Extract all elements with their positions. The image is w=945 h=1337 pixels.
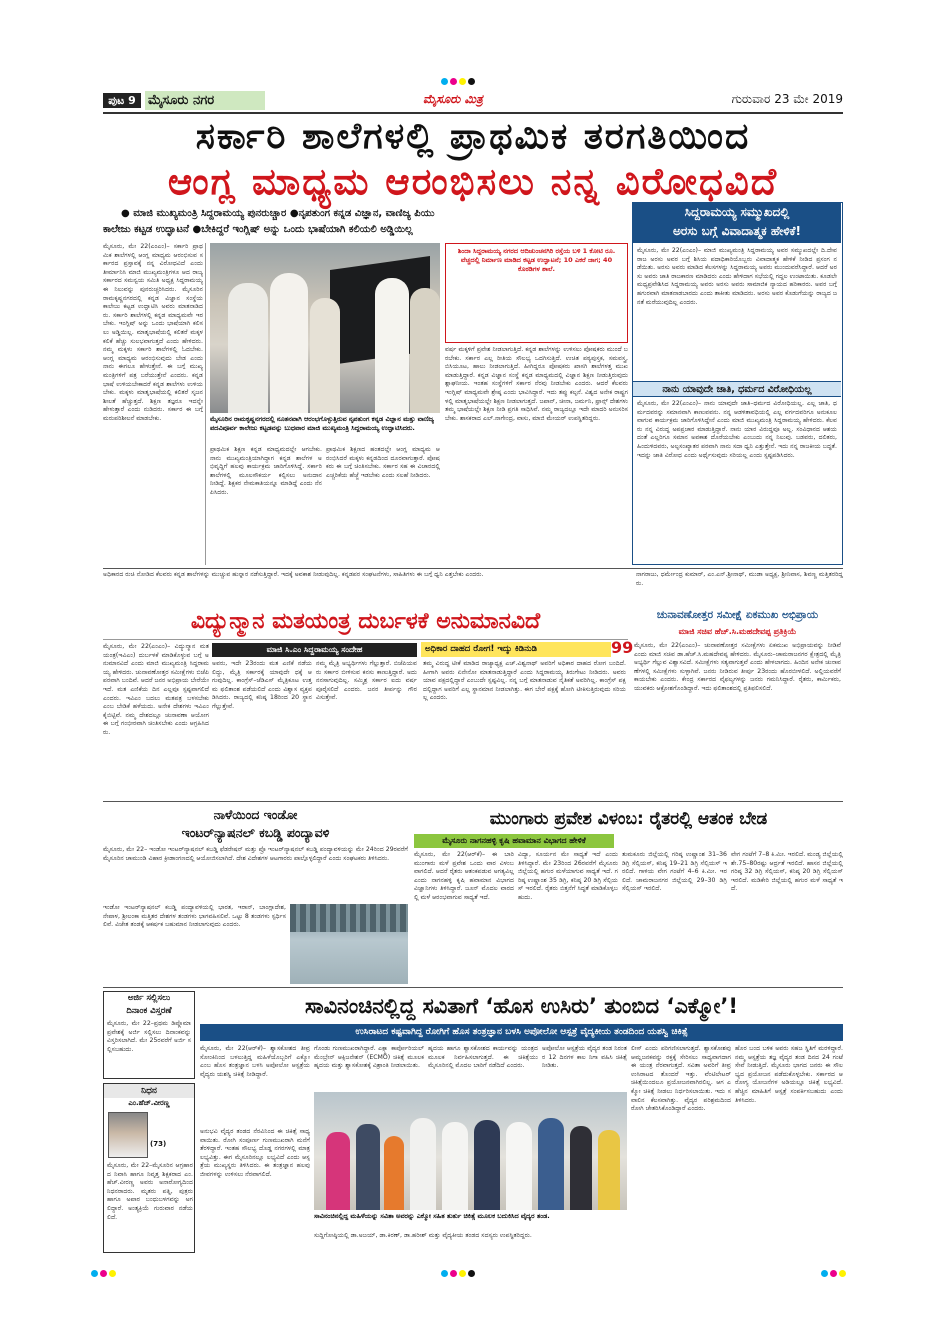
notice-title-2: ದಿನಾಂಕ ವಿಸ್ತರಣೆ	[126, 1006, 172, 1016]
ecmo-deck: ಉಸಿರಾಟದ ಕಷ್ಟವಾಗಿದ್ದ ರೋಗಿಗೆ ಹೊಸ ತಂತ್ರಜ್ಞಾನ ಬಳಸಿ ಅಪೋಲೋ ಆಸ್ಪತ್ರೆ ವೈದ್ಯಕೀಯ ತಂಡದಿಂದ ಯಶಸ್ವಿ ಚಿಕಿತ್ಸೆ	[200, 1024, 843, 1041]
quote-box-title: ಅಧಿಕಾರ ದಾಹದ ರೋಗ! ಇದ್ಕು ಕಿಡಿನುಡಿ	[421, 642, 611, 657]
monsoon-column-3: ತುಮಕೂರು ಜಿಲ್ಲೆಯಲ್ಲಿ ಗರಿಷ್ಠ ಉಷ್ಣಾಂಶ 31–36 ಡಿಗ್ರಿ ಸೆಲ್ಸಿಯಸ್, ಕನಿಷ್ಠ 19–21 ಡಿಗ್ರಿ ಸೆಲ್ಸಿಯಸ್ ಇರಲಿದೆ. ಗಾಳಿಯ ವೇಗ ಗಂಟೆಗೆ 4–6 ಕಿ.ಮೀ. ಇರಲಿದೆ. ಚಾಮರಾಜನಗರ ಜಿಲ್ಲೆಯಲ್ಲಿ 29–30 ಡಿಗ್ರಿ ಸೆಲ್ಸಿಯಸ್ ಇರಲಿದೆ.	[622, 851, 727, 893]
section-title: ಮೈಸೂರು ನಗರ	[145, 91, 265, 110]
issue-date: ಗುರುವಾರ 23 ಮೇ 2019	[731, 92, 843, 106]
black-dot	[468, 1270, 475, 1277]
person-shape	[356, 1124, 380, 1210]
person-shape	[384, 1136, 404, 1210]
masthead	[103, 88, 843, 112]
ecmo-column-3: ಹೃದಯ ಹಾಗೂ ಶ್ವಾಸಕೋಶದ ಕಾರ್ಯವನ್ನು ಯಂತ್ರದ ಮೂಲಕ ನಿರ್ವಹಿಸಲಾಗುತ್ತದೆ. ಈ ಚಿಕಿತ್ಸೆಯು ಮೈಸೂರಿನಲ್ಲಿ ಮೊದಲ ಬಾರಿಗೆ ನಡೆದಿದೆ ಎಂದರು.	[428, 1045, 538, 1070]
lead-deck-line-2: ಕಾಲೇಜು ಕಟ್ಟಡ ಉದ್ಘಾಟನೆ ●ಬೇಕಿದ್ದರೆ ಇಂಗ್ಲಿಷ್ ಅನ್ನು ಒಂದು ಭಾಷೆಯಾಗಿ ಕಲಿಯಲಿ ಅಡ್ಡಿಯಿಲ್ಲ	[103, 224, 413, 235]
yellow-dot	[839, 1270, 846, 1277]
section-rule	[103, 801, 843, 802]
print-color-dots-left	[90, 1262, 130, 1271]
notice-box	[103, 991, 195, 1079]
person-shape	[270, 273, 308, 413]
person-shape	[375, 278, 409, 413]
person-shape	[326, 1132, 350, 1210]
evm-column-3: ನಮ್ಮ ಮೈತ್ರಿ ಅಭ್ಯರ್ಥಿಗಳು ಗೆಲ್ಲುತ್ತಾರೆ. ಬಿಜೆಪಿಯವರು ಸರ್ಕಾರ ಬೀಳಿಸುವ ಕನಸು ಕಾಣುತ್ತಿದ್ದಾರೆ. ಅದು ನನಸಾಗುವುದಿಲ್ಲ. ಸಮ್ಮಿಶ್ರ ಸರ್ಕಾರ ಐದು ವರ್ಷ ಪೂರೈಸಲಿದೆ ಎಂದರು. ಜನರ ತೀರ್ಪನ್ನು ಗೌರವಿಸುತ್ತೇವೆ.	[316, 660, 417, 702]
evm-headline: ವಿದ್ಯುನ್ಮಾನ ಮತಯಂತ್ರ ದುರ್ಬಳಕೆ ಅನುಮಾನವಿದೆ	[190, 609, 541, 634]
monsoon-column-1: ಮೈಸೂರು, ಮೇ 22(ಆರ್‌ಕೆ)– ಈ ಬಾರಿ ಮುಂಗಾರು ಮಳೆ ಪ್ರವೇಶ ಒಂದು ವಾರ ವಿಳಂಬವಾಗಲಿದೆ. ಆದರೆ ರೈತರು ಆತಂಕಪಡುವ ಅಗತ್ಯವಿಲ್ಲ ಎಂದು ನಾಗನಹಳ್ಳಿ ಕೃಷಿ ಹವಾಮಾನ ವಿಭಾಗದ ವಿಜ್ಞಾನಿಗಳು ತಿಳಿಸಿದ್ದಾರೆ. ಜೂನ್ ಮೊದಲ ವಾರದಲ್ಲಿ ಮಳೆ ಆರಂಭವಾಗುವ ಸಾಧ್ಯತೆ ಇದೆ.	[414, 851, 514, 901]
yellow-dot	[459, 1270, 466, 1277]
ecmo-photo-caption: ಸಾವಿನಂಚಿನಲ್ಲಿದ್ದ ಮಹಿಳೆಯನ್ನು ಸವಿತಾ ಅವರನ್ನು ಎಕ್ಮೋ ಸಹಿತ ತುರ್ತು ಚಿಕಿತ್ಸೆ ಮೂಲಕ ಬದುಕಿಸಿದ ವೈದ್ಯರ ತಂಡ.	[314, 1212, 550, 1220]
person-shape	[598, 1130, 620, 1210]
cyan-dot	[441, 78, 448, 85]
kabaddi-headline-1: ನಾಳೆಯಿಂದ ಇಂಡೋ	[213, 807, 298, 822]
notice-title-1: ಅರ್ಜಿ ಸಲ್ಲಿಸಲು	[127, 993, 171, 1003]
lead-deck-line-1: ● ಮಾಜಿ ಮುಖ್ಯಮಂತ್ರಿ ಸಿದ್ದರಾಮಯ್ಯ ಪುನರುಚ್ಚಾರ ●ನೃಪತುಂಗ ಕನ್ನಡ ವಿಜ್ಞಾನ, ವಾಣಿಜ್ಯ ಪಿಯು	[121, 208, 435, 219]
kabaddi-headline-2: ಇಂಟರ್‌ನ್ಯಾಷನಲ್ ಕಬಡ್ಡಿ ಪಂದ್ಯಾವಳಿ	[181, 825, 330, 840]
obituary-box	[103, 1083, 195, 1253]
sidebar-arasu-body: ಮೈಸೂರು, ಮೇ 22(ಎಂಎಂ)– ಮಾಜಿ ಮುಖ್ಯಮಂತ್ರಿ ಸಿದ್ದರಾಮಯ್ಯ ಅವರ ಸಮ್ಮುಖದಲ್ಲೇ ದಿ.ದೇವರಾಜ ಅರಸು ಅವರ ಬಗ್ಗೆ ಶಿಸಿಯ ಪದಾಧಿಕಾರಿಯೊಬ್ಬರು ವಿವಾದಾತ್ಮಕ ಹೇಳಿಕೆ ನೀಡಿದ ಪ್ರಸಂಗ ನಡೆಯಿತು. ಅರಸು ಅವರು ಮಾಡಿದ ಕೆಲಸಗಳನ್ನು ಸಿದ್ದರಾಮಯ್ಯ ಅವರು ಮುಂದುವರೆಸಿದ್ದಾರೆ. ಆದರೆ ಅರಸು ಅವರು ಜಾತಿ ರಾಜಕಾರಣ ಮಾಡಿದರು ಎಂದು ಹೇಳಿದಾಗ ಸಭೆಯಲ್ಲಿ ಗದ್ದಲ ಉಂಟಾಯಿತು. ಕೂಡಲೇ ಮಧ್ಯಪ್ರವೇಶಿಸಿದ ಸಿದ್ದರಾಮಯ್ಯ ಅವರು ಅರಸು ಅವರು ಸಾಮಾಜಿಕ ನ್ಯಾಯದ ಹರಿಕಾರರು. ಅವರ ಬಗ್ಗೆ ಹಗುರವಾಗಿ ಮಾತನಾಡಬಾರದು ಎಂದು ತಾಕೀತು ಮಾಡಿದರು. ಅರಸು ಅವರ ಕೊಡುಗೆಯನ್ನು ರಾಜ್ಯದ ಜನತೆ ಮರೆಯುವುದಿಲ್ಲ ಎಂದರು.	[637, 247, 837, 306]
lead-headline-2: ಆಂಗ್ಲ ಮಾಧ್ಯಮ ಆರಂಭಿಸಲು ನನ್ನ ವಿರೋಧವಿದೆ	[167, 160, 779, 203]
magenta-dot	[100, 1270, 107, 1277]
cyan-dot	[441, 1270, 448, 1277]
person-shape	[538, 1118, 564, 1210]
magenta-dot	[830, 1270, 837, 1277]
paper-name: ಮೈಸೂರು ಮಿತ್ರ	[423, 92, 483, 106]
print-color-dots-top	[440, 70, 520, 79]
ecmo-headline: ಸಾವಿನಂಚಿನಲ್ಲಿದ್ದ ಸವಿತಾಗೆ ‘ಹೊಸ ಉಸಿರು’ ತುಂಬಿದ ‘ಎಕ್ಮೋ’!	[305, 994, 738, 1018]
sidebar-arasu-subhead: ನಾನು ಯಾವುದೇ ಜಾತಿ, ಧರ್ಮದ ವಿರೋಧಿಯಲ್ಲ	[633, 381, 841, 397]
yellow-dot	[109, 1270, 116, 1277]
continuation-strip-2: ನಾಗರಾಜು, ಧರ್ಮೇಂದ್ರ ಕುಮಾರ್, ಎಂ.ಎನ್.ಶ್ರೀನಾಥ್, ಮುಡಾ ಅಧ್ಯಕ್ಷ, ಶ್ರೀನಿವಾಸ, ಶಿವಣ್ಣ ಮತ್ತಿತರರಿದ್ದರು.	[636, 571, 843, 587]
quote-box-body: ತಮ್ಮ ವಿರುದ್ಧ ಟೀಕೆ ಮಾಡಿದ ರಾಜ್ಯಾಧ್ಯಕ್ಷ ಎಚ್.ವಿಶ್ವನಾಥ್ ಅವರಿಗೆ ಅಧಿಕಾರ ದಾಹದ ರೋಗ ಬಂದಿದೆ. ಹೀಗಾಗಿ ಅವರು ಏನೇನೋ ಮಾತನಾಡುತ್ತಿದ್ದಾರೆ ಎಂದು ಸಿದ್ದರಾಮಯ್ಯ ತಿರುಗೇಟು ನೀಡಿದರು. ಅವರು ಯಾವ ಪಕ್ಷದಲ್ಲಿದ್ದಾರೆ ಎಂಬುದೇ ಸ್ಪಷ್ಟವಿಲ್ಲ. ನನ್ನ ಬಗ್ಗೆ ಮಾತನಾಡುವ ನೈತಿಕತೆ ಅವರಿಗಿಲ್ಲ. ಕಾಂಗ್ರೆಸ್ ಪಕ್ಷದಲ್ಲಿದ್ದಾಗ ಅವರಿಗೆ ಎಲ್ಲ ಸ್ಥಾನಮಾನ ನೀಡಲಾಗಿತ್ತು. ಈಗ ಬೇರೆ ಪಕ್ಷಕ್ಕೆ ಹೋಗಿ ಟೀಕಿಸುತ್ತಿರುವುದು ಸರಿಯಲ್ಲ ಎಂದರು.	[423, 660, 626, 702]
col-rule	[205, 243, 206, 565]
black-dot	[468, 78, 475, 85]
ecmo-column-4: ಅಪೋಲೋ ಆಸ್ಪತ್ರೆಯ ವೈದ್ಯರ ತಂಡ ನಿರಂತರ 12 ದಿನಗಳ ಕಾಲ ನಿಗಾ ವಹಿಸಿ ಚಿಕಿತ್ಸೆ ನೀಡಿತು.	[542, 1045, 627, 1070]
section-rule	[103, 987, 843, 988]
section-rule	[103, 568, 843, 569]
person-shape	[310, 298, 340, 413]
yellow-dot	[459, 78, 466, 85]
lead-photo-caption: ಮೈಸೂರಿನ ರಾಮಕೃಷ್ಣನಗರದಲ್ಲಿ ನೂತನವಾಗಿ ಆರಂಭಗೊಳ್ಳುತ್ತಿರುವ ನೃಪತುಂಗ ಕನ್ನಡ ವಿಜ್ಞಾನ ಮತ್ತು ವಾಣಿಜ್ಯ ಪದವಿಪೂರ್ವ ಕಾಲೇಜು ಕಟ್ಟಡವನ್ನು ಬುಧವಾರ ಮಾಜಿ ಮುಖ್ಯಮಂತ್ರಿ ಸಿದ್ದರಾಮಯ್ಯ ಉದ್ಘಾಟಿಸಿದರು.	[210, 415, 434, 432]
roof-shape	[290, 904, 408, 932]
page-number-badge: ಪುಟ 9	[103, 93, 141, 108]
obituary-name: ಎಂ.ಹೆಚ್.ವೀರಣ್ಣ	[128, 1099, 170, 1107]
ecmo-column-8: ಹೊರ ಬಂದ ಬಳಿಕ ಅವರು ಸಹಜ ಸ್ಥಿತಿಗೆ ಮರಳಿದ್ದಾರೆ. ನಮ್ಮ ಆಸ್ಪತ್ರೆಯ ತಜ್ಞ ವೈದ್ಯರ ತಂಡ ದಿನದ 24 ಗಂಟೆ ಸೇವೆ ನೀಡುತ್ತಿದೆ. ಮೈಸೂರು ಭಾಗದ ಜನರು ಈ ಸೌಲಭ್ಯದ ಪ್ರಯೋಜನ ಪಡೆದುಕೊಳ್ಳಬೇಕು. ಸರ್ಕಾರದ ಆರೋಗ್ಯ ಯೋಜನೆಗಳ ಅಡಿಯಲ್ಲೂ ಚಿಕಿತ್ಸೆ ಲಭ್ಯವಿದೆ. ಹೆಚ್ಚಿನ ಮಾಹಿತಿಗೆ ಆಸ್ಪತ್ರೆ ಸಂಪರ್ಕಿಸಬಹುದು ಎಂದು ತಿಳಿಸಿದರು.	[735, 1045, 843, 1104]
quote-box	[421, 638, 634, 798]
lead-column-3: ಪ್ರಾಥಮಿಕ ಶಿಕ್ಷಣದ ಹಂತದಲ್ಲೇ ಆಂಗ್ಲ ಮಾಧ್ಯಮ ಆರಂಭಿಸಿದರೆ ಮಕ್ಕಳು ಕನ್ನಡದಿಂದ ದೂರವಾಗುತ್ತಾರೆ. ಪೋಷಕರು ಈ ಬಗ್ಗೆ ಚಿಂತಿಸಬೇಕು. ಸರ್ಕಾರ ಸಹ ಈ ವಿಚಾರದಲ್ಲಿ ಎಚ್ಚರಿಕೆಯ ಹೆಜ್ಜೆ ಇಡಬೇಕು ಎಂದು ಸಲಹೆ ನೀಡಿದರು.	[326, 446, 440, 479]
sidebar-arasu-title-2: ಅರಸು ಬಗ್ಗೆ ವಿವಾದಾತ್ಮಕ ಹೇಳಿಕೆ!	[673, 224, 801, 238]
lead-photo	[210, 243, 440, 413]
person-shape	[410, 288, 440, 413]
evm-column-2: ಅವರು, ಇದೇ 23ರಂದು ಮತ ಎಣಿಕೆ ನಡೆಯಲಿದ್ದು, ಮೈತ್ರಿ ಸರ್ಕಾರಕ್ಕೆ ಯಾವುದೇ ಧಕ್ಕೆ ಆಗುವುದಿಲ್ಲ. ಕಾಂಗ್ರೆಸ್–ಜೆಡಿಎಸ್ ಮೈತ್ರಿಕೂಟ ಉತ್ತಮ ಫಲಿತಾಂಶ ಪಡೆಯಲಿದೆ ಎಂದು ವಿಶ್ವಾಸ ವ್ಯಕ್ತಪಡಿಸಿದರು. ರಾಜ್ಯದಲ್ಲಿ ಕನಿಷ್ಠ 18ರಿಂದ 20 ಸ್ಥಾನ ಗೆಲ್ಲುತ್ತೇವೆ.	[212, 660, 312, 710]
person-shape	[474, 1120, 500, 1210]
sidebar-arasu-body-2: ಮೈಸೂರು, ಮೇ 22(ಎಂಎಂ)– ನಾನು ಯಾವುದೇ ಜಾತಿ–ಧರ್ಮದ ವಿರೋಧಿಯಲ್ಲ. ಎಲ್ಲ ಜಾತಿ, ಧರ್ಮದವರನ್ನು ಸಮಾನವಾಗಿ ಕಾಣುವವನು. ನನ್ನ ಆಡಳಿತಾವಧಿಯಲ್ಲಿ ಎಲ್ಲ ವರ್ಗದವರಿಗೂ ಅನುಕೂಲವಾಗುವ ಕಾರ್ಯಕ್ರಮ ಜಾರಿಗೊಳಿಸಿದ್ದೇನೆ ಎಂದು ಮಾಜಿ ಮುಖ್ಯಮಂತ್ರಿ ಸಿದ್ದರಾಮಯ್ಯ ಹೇಳಿದರು. ಕೆಲವರು ನನ್ನ ವಿರುದ್ಧ ಅಪಪ್ರಚಾರ ಮಾಡುತ್ತಿದ್ದಾರೆ. ನಾನು ಯಾರ ವಿರುದ್ಧವೂ ಅಲ್ಲ. ಸಂವಿಧಾನದ ಆಶಯದಂತೆ ಎಲ್ಲರಿಗೂ ಸಮಾನ ಅವಕಾಶ ದೊರೆಯಬೇಕು ಎಂಬುದು ನನ್ನ ನಿಲುವು. ಬಡವರು, ದಲಿತರು, ಹಿಂದುಳಿದವರು, ಅಲ್ಪಸಂಖ್ಯಾತರ ಪರವಾಗಿ ನಾನು ಸದಾ ಧ್ವನಿ ಎತ್ತುತ್ತೇನೆ. ಇದು ನನ್ನ ರಾಜಕೀಯ ಬದ್ಧತೆ. ಇದನ್ನು ಜಾತಿ ವಿರೋಧ ಎಂದು ಅರ್ಥೈಸುವುದು ಸರಿಯಲ್ಲ ಎಂದು ಸ್ಪಷ್ಟಪಡಿಸಿದರು.	[637, 400, 837, 459]
lead-column-4: ವರ್ಷ ಮಕ್ಕಳಿಗೆ ಪ್ರವೇಶ ನೀಡಲಾಗುತ್ತಿದೆ. ಕನ್ನಡ ಶಾಲೆಗಳನ್ನು ಉಳಿಸಲು ಪೋಷಕರು ಮುಂದೆ ಬರಬೇಕು. ಸರ್ಕಾರ ಎಲ್ಲ ರೀತಿಯ ಸೌಲಭ್ಯ ಒದಗಿಸುತ್ತಿದೆ. ಉಚಿತ ಪಠ್ಯಪುಸ್ತಕ, ಸಮವಸ್ತ್ರ, ಬಿಸಿಯೂಟ, ಹಾಲು ನೀಡಲಾಗುತ್ತಿದೆ. ಹೀಗಿದ್ದರೂ ಪೋಷಕರು ಖಾಸಗಿ ಶಾಲೆಗಳತ್ತ ಮುಖ ಮಾಡುತ್ತಿದ್ದಾರೆ. ಕನ್ನಡ ವಿಜ್ಞಾನ ಸಂಸ್ಥೆ ಕನ್ನಡ ಮಾಧ್ಯಮದಲ್ಲಿ ವಿಜ್ಞಾನ ಶಿಕ್ಷಣ ನೀಡುತ್ತಿರುವುದು ಶ್ಲಾಘನೀಯ. ಇಂತಹ ಸಂಸ್ಥೆಗಳಿಗೆ ಸರ್ಕಾರ ನೆರವು ನೀಡಬೇಕು ಎಂದರು. ಆದರೆ ಕೆಲವರು ಇಂಗ್ಲಿಷ್ ಮಾಧ್ಯಮವೇ ಶ್ರೇಷ್ಠ ಎಂದು ಭಾವಿಸಿದ್ದಾರೆ. ಇದು ತಪ್ಪು ಕಲ್ಪನೆ. ವಿಶ್ವದ ಅನೇಕ ರಾಷ್ಟ್ರಗಳಲ್ಲಿ ಮಾತೃಭಾಷೆಯಲ್ಲೇ ಶಿಕ್ಷಣ ನೀಡಲಾಗುತ್ತದೆ. ಜಪಾನ್, ಚೀನಾ, ಜರ್ಮನಿ, ಫ್ರಾನ್ಸ್ ದೇಶಗಳು ತಮ್ಮ ಭಾಷೆಯಲ್ಲೇ ಶಿಕ್ಷಣ ನೀಡಿ ಪ್ರಗತಿ ಸಾಧಿಸಿವೆ. ನಮ್ಮ ರಾಜ್ಯದಲ್ಲೂ ಇದೇ ಮಾದರಿ ಅನುಸರಿಸಬೇಕು. ಶಾಸಕರಾದ ಎಲ್.ನಾಗೇಂದ್ರ, ವಾಸು, ಮಾಜಿ ಮೇಯರ್ ಉಪಸ್ಥಿತರಿದ್ದರು.	[445, 346, 628, 422]
ecmo-column-6: ಸುದ್ದಿಗೋಷ್ಠಿಯಲ್ಲಿ ಡಾ.ಅಜಯ್, ಡಾ.ಕಿರಣ್, ಡಾ.ಹರೀಶ್ ಮತ್ತು ವೈದ್ಯಕೀಯ ತಂಡದ ಸದಸ್ಯರು ಉಪಸ್ಥಿತರಿದ್ದರು.	[314, 1232, 532, 1239]
obituary-portrait	[108, 1112, 148, 1158]
rain-photo	[290, 904, 408, 984]
ecmo-column-7: ಲೀಸ್ ಎಂದು ಪರಿಗಣಿಸಲಾಗುತ್ತದೆ. ಶ್ವಾಸಕೋಶವು ಆಮ್ಲಜನಕವನ್ನು ರಕ್ತಕ್ಕೆ ಸೇರಿಸಲು ಸಾಧ್ಯವಾಗದಾಗ ಈ ಯಂತ್ರ ನೆರವಾಗುತ್ತದೆ. ಸವಿತಾ ಅವರಿಗೆ ತೀವ್ರ ಉಸಿರಾಟದ ತೊಂದರೆ ಇತ್ತು. ವೆಂಟಿಲೇಟರ್ ಚಿಕಿತ್ಸೆಯಿಂದಲೂ ಪ್ರಯೋಜನವಾಗಿರಲಿಲ್ಲ. ಆಗ ಎಕ್ಮೋ ಚಿಕಿತ್ಸೆ ನೀಡಲು ನಿರ್ಧರಿಸಲಾಯಿತು. ಇದು ಸವಾಲಿನ ಕೆಲಸವಾಗಿತ್ತು. ವೈದ್ಯರ ಪರಿಶ್ರಮದಿಂದ ರೋಗಿ ಚೇತರಿಸಿಕೊಂಡಿದ್ದಾರೆ ಎಂದರು.	[631, 1045, 731, 1113]
person-shape	[410, 1118, 436, 1210]
cyan-dot	[91, 1270, 98, 1277]
person-shape	[506, 1122, 532, 1210]
person-shape	[228, 283, 268, 413]
exitpoll-kicker: ಮಾಜಿ ಸಚಿವ ಹೆಚ್.ಸಿ.ಮಹದೇವಪ್ಪ ಪ್ರತಿಕ್ರಿಯೆ	[678, 627, 797, 636]
kabaddi-body-2: ಇಂಡೋ ಇಂಟರ್‌ನ್ಯಾಷನಲ್ ಕಬಡ್ಡಿ ಪಂದ್ಯಾವಳಿಯಲ್ಲಿ ಭಾರತ, ಇರಾನ್, ಬಾಂಗ್ಲಾದೇಶ, ನೇಪಾಳ, ಶ್ರೀಲಂಕಾ ಮತ್ತಿತರ ದೇಶಗಳ ತಂಡಗಳು ಭಾಗವಹಿಸಲಿವೆ. ಒಟ್ಟು 8 ತಂಡಗಳು ಸ್ಪರ್ಧಿಸಲಿವೆ. ವಿಜೇತ ತಂಡಕ್ಕೆ ಆಕರ್ಷಕ ಬಹುಮಾನ ನೀಡಲಾಗುವುದು ಎಂದರು.	[103, 904, 286, 929]
magenta-dot	[450, 1270, 457, 1277]
sidebar-arasu-title-1: ಸಿದ್ದರಾಮಯ್ಯ ಸಮ್ಮುಖದಲ್ಲಿ	[684, 205, 790, 219]
monsoon-column-2: ವಿದ್ಯಾ, ಸೂರ್ಯನ ಮೇ ಸಾಧ್ಯತೆ ಇದೆ ಎಂದು ತಿಳಿಸಿದ್ದಾರೆ. ಮೇ 23ರಿಂದ 26ರವರೆಗೆ ಮೈಸೂರು ಜಿಲ್ಲೆಯಲ್ಲಿ ಹಗುರ ಮಳೆಯಾಗುವ ಸಾಧ್ಯತೆ ಇದೆ. ಗರಿಷ್ಠ ಉಷ್ಣಾಂಶ 35 ಡಿಗ್ರಿ, ಕನಿಷ್ಠ 20 ಡಿಗ್ರಿ ಸೆಲ್ಸಿಯಸ್ ಇರಲಿದೆ. ರೈತರು ಬಿತ್ತನೆಗೆ ಸಿದ್ಧತೆ ಮಾಡಿಕೊಳ್ಳಬಹುದು.	[518, 851, 618, 901]
kabaddi-body: ಮೈಸೂರು, ಮೇ 22– ಇಂಡೋ ಇಂಟರ್‌ನ್ಯಾಷನಲ್ ಕಬಡ್ಡಿ ಫೆಡರೇಷನ್ ಮತ್ತು ಪ್ರೊ ಇಂಟರ್‌ನ್ಯಾಷನಲ್ ಕಬಡ್ಡಿ ಪಂದ್ಯಾವಳಿಯನ್ನು ಮೇ 24ರಿಂದ 29ರವರೆಗೆ ಮೈಸೂರಿನ ಚಾಮುಂಡಿ ವಿಹಾರ ಕ್ರೀಡಾಂಗಣದಲ್ಲಿ ಆಯೋಜಿಸಲಾಗಿದೆ. ದೇಶ ವಿದೇಶಗಳ ಆಟಗಾರರು ಪಾಲ್ಗೊಳ್ಳಲಿದ್ದಾರೆ ಎಂದು ಸಂಘಟಕರು ತಿಳಿಸಿದರು.	[103, 846, 408, 862]
obituary-body: ಮೈಸೂರು, ಮೇ 22–ಮೈಸೂರಿನ ಆಗ್ರಹಾರದ ನಿವಾಸಿ ಹಾಗೂ ನಿವೃತ್ತ ಶಿಕ್ಷಕರಾದ ಎಂ.ಹೆಚ್.ವೀರಣ್ಣ ಅವರು ಅನಾರೋಗ್ಯದಿಂದ ನಿಧನರಾದರು. ಮೃತರು ಪತ್ನಿ, ಪುತ್ರರು ಹಾಗೂ ಅಪಾರ ಬಂಧುಬಳಗವನ್ನು ಅಗಲಿದ್ದಾರೆ. ಅಂತ್ಯಕ್ರಿಯೆ ಗುರುವಾರ ನಡೆಯಲಿದೆ.	[107, 1162, 193, 1221]
person-shape	[570, 1126, 592, 1210]
print-color-dots-right	[820, 1262, 860, 1271]
masthead-rule	[103, 112, 843, 114]
lead-headline-1: ಸರ್ಕಾರಿ ಶಾಲೆಗಳಲ್ಲಿ ಪ್ರಾಥಮಿಕ ತರಗತಿಯಿಂದ	[195, 116, 751, 157]
exitpoll-box	[632, 606, 843, 798]
lead-pullquote-box	[445, 243, 628, 343]
obituary-title: ನಿಧನ	[104, 1084, 194, 1098]
evm-column-1: ಮೈಸೂರು, ಮೇ 22(ಎಂಎಂ)– ವಿದ್ಯುನ್ಮಾನ ಮತಯಂತ್ರ(ಇವಿಎಂ) ದುರ್ಬಳಕೆ ಮಾಡಿಕೊಳ್ಳುವ ಬಗ್ಗೆ ಅನುಮಾನವಿದೆ ಎಂದು ಮಾಜಿ ಮುಖ್ಯಮಂತ್ರಿ ಸಿದ್ದರಾಮಯ್ಯ ಹೇಳಿದರು. ಚುನಾವಣೋತ್ತರ ಸಮೀಕ್ಷೆಗಳು ಬಿಜೆಪಿ ಪರವಾಗಿ ಬಂದಿವೆ. ಆದರೆ ಜನರ ಅಭಿಪ್ರಾಯ ಬೇರೆಯೇ ಇದೆ. ಮತ ಎಣಿಕೆಯ ದಿನ ಎಲ್ಲವೂ ಸ್ಪಷ್ಟವಾಗಲಿದೆ ಎಂದರು. ಇವಿಎಂ ಬದಲು ಮತಪತ್ರ ಬಳಸಬೇಕು ಎಂಬ ಬೇಡಿಕೆ ಹಳೆಯದು. ಅನೇಕ ದೇಶಗಳು ಇವಿಎಂ ಕೈಬಿಟ್ಟಿವೆ. ನಮ್ಮ ದೇಶದಲ್ಲೂ ಚುನಾವಣಾ ಆಯೋಗ ಈ ಬಗ್ಗೆ ಗಂಭೀರವಾಗಿ ಚಿಂತಿಸಬೇಕು ಎಂದು ಆಗ್ರಹಿಸಿದರು.	[103, 643, 209, 736]
notice-body: ಮೈಸೂರು, ಮೇ 22–ಪ್ರಥಮ ಡಿಪ್ಲೊಮಾ ಪ್ರವೇಶಕ್ಕೆ ಅರ್ಜಿ ಸಲ್ಲಿಸಲು ದಿನಾಂಕವನ್ನು ವಿಸ್ತರಿಸಲಾಗಿದೆ. ಮೇ 25ರವರೆಗೆ ಅರ್ಜಿ ಸಲ್ಲಿಸಬಹುದು.	[107, 1020, 191, 1053]
exitpoll-headline: ಚುನಾವಣೋತ್ತರ ಸಮೀಕ್ಷೆ ಏಕಮುಖ ಅಭಿಪ್ರಾಯ	[656, 609, 819, 621]
print-color-dots-bottom	[440, 1262, 520, 1271]
lead-deck	[103, 206, 628, 240]
monsoon-column-4: ವೇಗ ಗಂಟೆಗೆ 7–8 ಕಿ.ಮೀ. ಇರಲಿದೆ. ಮಂಡ್ಯ ಜಿಲ್ಲೆಯಲ್ಲಿ ಶೇ.75–80ರಷ್ಟು ಆರ್ದ್ರತೆ ಇರಲಿದೆ. ಹಾಸನ ಜಿಲ್ಲೆಯಲ್ಲಿ ಗರಿಷ್ಠ 32 ಡಿಗ್ರಿ ಸೆಲ್ಸಿಯಸ್, ಕನಿಷ್ಠ 20 ಡಿಗ್ರಿ ಸೆಲ್ಸಿಯಸ್ ಇರಲಿದೆ. ಮಡಿಕೇರಿ ಜಿಲ್ಲೆಯಲ್ಲಿ ಹಗುರ ಮಳೆ ಸಾಧ್ಯತೆ ಇದೆ.	[731, 851, 843, 893]
lead-column-2: ಪ್ರಾಥಮಿಕ ಶಿಕ್ಷಣ ಕನ್ನಡ ಮಾಧ್ಯಮದಲ್ಲೇ ಆಗಬೇಕು. ನಾನು ಮುಖ್ಯಮಂತ್ರಿಯಾಗಿದ್ದಾಗ ಕನ್ನಡ ಶಾಲೆಗಳ ಅಭಿವೃದ್ಧಿಗೆ ಹಲವು ಕಾರ್ಯಕ್ರಮ ಜಾರಿಗೊಳಿಸಿದ್ದೆ. ಸರ್ಕಾರಿ ಶಾಲೆಗಳಲ್ಲಿ ಮೂಲಸೌಕರ್ಯ ಕಲ್ಪಿಸಲು ಅನುದಾನ ನೀಡಿದ್ದೆ. ಶಿಕ್ಷಕರ ನೇಮಕಾತಿಯನ್ನೂ ಮಾಡಿದ್ದೆ ಎಂದು ನೆನಪಿಸಿದರು.	[210, 446, 322, 496]
magenta-dot	[450, 78, 457, 85]
ecmo-column-1: ಮೈಸೂರು, ಮೇ 22(ಆರ್‌ಕೆ)– ಶ್ವಾಸಕೋಶದ ತೀವ್ರ ಸೋಂಕಿನಿಂದ ಬಳಲುತ್ತಿದ್ದ ಮಹಿಳೆಯೊಬ್ಬರಿಗೆ ಎಕ್ಮೋ ಎಂಬ ಹೊಸ ತಂತ್ರಜ್ಞಾನ ಬಳಸಿ ಅಪೋಲೋ ಆಸ್ಪತ್ರೆಯ ವೈದ್ಯರು ಯಶಸ್ವಿ ಚಿಕಿತ್ಸೆ ನೀಡಿದ್ದಾರೆ.	[200, 1045, 310, 1078]
lead-column-1: ಮೈಸೂರು, ಮೇ 22(ಎಂಎಂ)– ಸರ್ಕಾರಿ ಪ್ರಾಥಮಿಕ ಶಾಲೆಗಳಲ್ಲಿ ಆಂಗ್ಲ ಮಾಧ್ಯಮ ಆರಂಭಿಸುವ ಸರ್ಕಾರದ ಪ್ರಸ್ತಾವಕ್ಕೆ ನನ್ನ ವಿರೋಧವಿದೆ ಎಂದು ತೀರ್ಮಾನಿಸಿ ಮಾಜಿ ಮುಖ್ಯಮಂತ್ರಿಗಳೂ ಆದ ರಾಜ್ಯ ಸರ್ಕಾರದ ಸಮನ್ವಯ ಸಮಿತಿ ಅಧ್ಯಕ್ಷ ಸಿದ್ದರಾಮಯ್ಯ ಈ ನಿಲುವನ್ನು ಪುನರುಚ್ಚರಿಸಿದರು. ಮೈಸೂರಿನ ರಾಮಕೃಷ್ಣನಗರದಲ್ಲಿ ಕನ್ನಡ ವಿಜ್ಞಾನ ಸಂಸ್ಥೆಯ ಕಾಲೇಜು ಕಟ್ಟಡ ಉದ್ಘಾಟಿಸಿ ಅವರು ಮಾತನಾಡಿದರು. ಸರ್ಕಾರಿ ಶಾಲೆಗಳಲ್ಲಿ ಕನ್ನಡ ಮಾಧ್ಯಮವೇ ಇರಬೇಕು. ಇಂಗ್ಲಿಷ್ ಅನ್ನು ಒಂದು ಭಾಷೆಯಾಗಿ ಕಲಿಸಲು ಅಡ್ಡಿಯಿಲ್ಲ. ಮಾತೃಭಾಷೆಯಲ್ಲಿ ಕಲಿತರೆ ಮಕ್ಕಳ ಕಲಿಕೆ ಹೆಚ್ಚು ಸುಲಭವಾಗುತ್ತದೆ ಎಂದು ಹೇಳಿದರು. ನಮ್ಮ ಮಕ್ಕಳು ಸರ್ಕಾರಿ ಶಾಲೆಗಳಲ್ಲಿ ಓದಬೇಕು. ಆಂಗ್ಲ ಮಾಧ್ಯಮ ಆರಂಭಿಸುವುದು ಬೇಡ ಎಂದು ನಾನು ಈಗಲೂ ಹೇಳುತ್ತೇನೆ. ಈ ಬಗ್ಗೆ ಮುಖ್ಯಮಂತ್ರಿಗಳಿಗೆ ಪತ್ರ ಬರೆಯುತ್ತೇನೆ ಎಂದರು. ಕನ್ನಡ ಭಾಷೆ ಉಳಿಯಬೇಕಾದರೆ ಕನ್ನಡ ಶಾಲೆಗಳು ಉಳಿಯಬೇಕು. ಮಕ್ಕಳು ಮಾತೃಭಾಷೆಯಲ್ಲಿ ಕಲಿತರೆ ಸೃಜನಶೀಲತೆ ಹೆಚ್ಚುತ್ತದೆ. ಶಿಕ್ಷಣ ತಜ್ಞರೂ ಇದನ್ನೇ ಹೇಳುತ್ತಾರೆ ಎಂದು ನುಡಿದರು. ಸರ್ಕಾರ ಈ ಬಗ್ಗೆ ಮರುಪರಿಶೀಲನೆ ಮಾಡಬೇಕು.	[103, 243, 203, 422]
exitpoll-body: ಮೈಸೂರು, ಮೇ 22(ಎಂಎಂ)– ಚುನಾವಣೋತ್ತರ ಸಮೀಕ್ಷೆಗಳು ಏಕಮುಖ ಅಭಿಪ್ರಾಯವನ್ನು ನೀಡಿವೆ ಎಂದು ಮಾಜಿ ಸಚಿವ ಡಾ.ಹೆಚ್.ಸಿ.ಮಹದೇವಪ್ಪ ಹೇಳಿದರು. ಮೈಸೂರು–ಚಾಮರಾಜನಗರ ಕ್ಷೇತ್ರದಲ್ಲಿ ಮೈತ್ರಿ ಅಭ್ಯರ್ಥಿ ಗೆಲ್ಲುವ ವಿಶ್ವಾಸವಿದೆ. ಸಮೀಕ್ಷೆಗಳು ಸತ್ಯವಾಗುತ್ತವೆ ಎಂದು ಹೇಳಲಾಗದು. ಹಿಂದಿನ ಅನೇಕ ಚುನಾವಣೆಗಳಲ್ಲಿ ಸಮೀಕ್ಷೆಗಳು ಸುಳ್ಳಾಗಿವೆ. ಜನರು ನೀಡಿರುವ ತೀರ್ಪು 23ರಂದು ಹೊರಬೀಳಲಿದೆ. ಅಲ್ಲಿಯವರೆಗೆ ಕಾಯಬೇಕು ಎಂದರು. ಕೇಂದ್ರ ಸರ್ಕಾರದ ವೈಫಲ್ಯಗಳನ್ನು ಜನರು ಗಮನಿಸಿದ್ದಾರೆ. ರೈತರು, ಕಾರ್ಮಿಕರು, ಯುವಕರು ಆಕ್ರೋಶಗೊಂಡಿದ್ದಾರೆ. ಇದು ಫಲಿತಾಂಶದಲ್ಲಿ ಪ್ರತಿಫಲಿಸಲಿದೆ.	[634, 642, 841, 692]
monsoon-kicker: ಮೈಸೂರು ನಾಗನಹಳ್ಳಿ ಕೃಷಿ ಹವಾಮಾನ ವಿಭಾಗದ ಹೇಳಿಕೆ	[414, 834, 614, 848]
monsoon-headline: ಮುಂಗಾರು ಪ್ರವೇಶ ವಿಳಂಬ: ರೈತರಲ್ಲಿ ಆತಂಕ ಬೇಡ	[489, 809, 768, 829]
sidebar-arasu-header	[633, 203, 841, 243]
obituary-age: (73)	[150, 1140, 167, 1148]
cyan-dot	[821, 1270, 828, 1277]
sidebar-arasu-box	[632, 202, 843, 565]
quote-mark: 99	[611, 638, 634, 657]
ecmo-photo	[314, 1092, 627, 1210]
ecmo-column-5: ಅನುಭವಿ ವೈದ್ಯರ ತಂಡದ ನೆರವಿನಿಂದ ಈ ಚಿಕಿತ್ಸೆ ಸಾಧ್ಯವಾಯಿತು. ರೋಗಿ ಸಂಪೂರ್ಣ ಗುಣಮುಖರಾಗಿ ಮನೆಗೆ ತೆರಳಿದ್ದಾರೆ. ಇಂತಹ ಸೌಲಭ್ಯ ದೊಡ್ಡ ನಗರಗಳಲ್ಲಿ ಮಾತ್ರ ಲಭ್ಯವಿತ್ತು. ಈಗ ಮೈಸೂರಿನಲ್ಲೂ ಲಭ್ಯವಿದೆ ಎಂದು ಆಸ್ಪತ್ರೆಯ ಮುಖ್ಯಸ್ಥರು ತಿಳಿಸಿದರು. ಈ ತಂತ್ರಜ್ಞಾನ ಹಲವು ಜೀವಗಳನ್ನು ಉಳಿಸಲು ನೆರವಾಗಲಿದೆ.	[200, 1128, 310, 1178]
continuation-strip: ಅಧಿಕಾರದ ರುಚಿ ನೋಡಿದ ಕೆಲವರು ಕನ್ನಡ ಶಾಲೆಗಳನ್ನು ಮುಚ್ಚುವ ಹುನ್ನಾರ ನಡೆಸುತ್ತಿದ್ದಾರೆ. ಇದಕ್ಕೆ ಅವಕಾಶ ನೀಡುವುದಿಲ್ಲ. ಕನ್ನಡಪರ ಸಂಘಟನೆಗಳು, ಸಾಹಿತಿಗಳು ಈ ಬಗ್ಗೆ ಧ್ವನಿ ಎತ್ತಬೇಕು ಎಂದರು.	[103, 571, 484, 578]
ecmo-column-2: ಗೊಂಡು ಗುಣಮುಖರಾಗಿದ್ದಾರೆ. ಎಕ್ಸ್ಟ್ರಾ ಕಾರ್ಪೋರಿಯಲ್ ಮೆಂಬ್ರೇನ್ ಆಕ್ಸಿಜನೇಶನ್ (ECMO) ಚಿಕಿತ್ಸೆ ಮೂಲಕ ಹೃದಯ ಮತ್ತು ಶ್ವಾಸಕೋಶಕ್ಕೆ ವಿಶ್ರಾಂತಿ ನೀಡಲಾಯಿತು.	[314, 1045, 424, 1070]
evm-kicker: ಮಾಜಿ ಸಿ.ಎಂ ಸಿದ್ದರಾಮಯ್ಯ ಸಂದೇಹ	[212, 643, 417, 657]
person-shape	[442, 1122, 468, 1210]
lead-pullquote: ಶಿಂದಾ ಸಿದ್ದರಾಮಯ್ಯ ನಗರದ ಆದಿಚುಂಚನಗಿರಿ ರಸ್ತೆಯ ಬಳಿ 1 ಕೋಟಿ ರೂ. ವೆಚ್ಚದಲ್ಲಿ ನಿರ್ಮಾಣ ಮಾಡಿದ ಕಟ್ಟಡ ಉದ್ಘಾಟನೆ; 10 ಎಕರೆ ಜಾಗ; 40 ಕೊಠಡಿಗಳ ಶಾಲೆ.	[457, 247, 616, 273]
